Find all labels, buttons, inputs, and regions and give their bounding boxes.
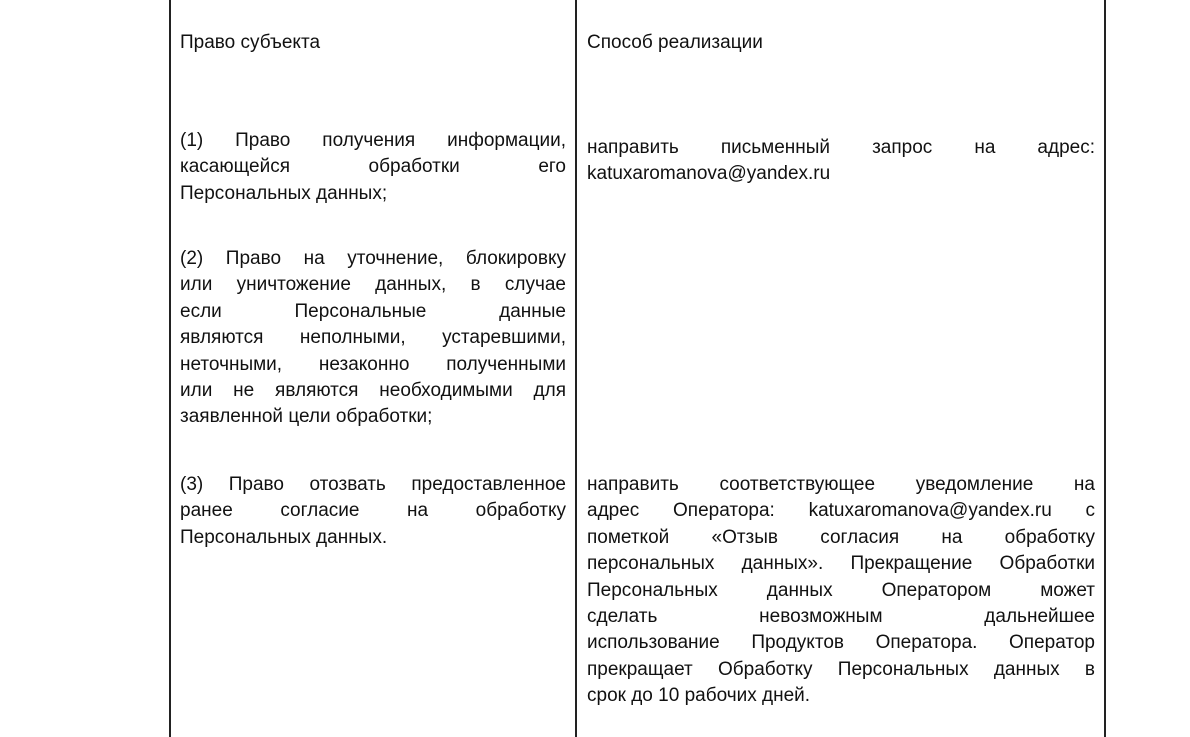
text-line: или не являются необходимыми для [180, 379, 566, 401]
text-line: (1) Право получения информации, [180, 130, 566, 151]
text-line: (3) Право отозвать предоставленное [180, 474, 566, 495]
text-line: прекращает Обработку Персональных данных в [587, 658, 1095, 680]
text-line: Персональных данных Оператором может [587, 579, 1095, 601]
text-line: использование Продуктов Оператора. Оператор [587, 632, 1095, 654]
row-1-method [587, 135, 1095, 188]
text-line: (2) Право на уточнение, блокировку [180, 248, 566, 269]
text-line: срок до 10 рабочих дней. [587, 685, 811, 707]
text-line: являются неполными, устаревшими, [180, 327, 566, 349]
text-line: направить соответствующее уведомление на [587, 474, 1095, 495]
text-line: касающейся обработки его [180, 156, 566, 178]
text-line: katuxaromanova@yandex.ru [587, 163, 831, 185]
text-line: пометкой «Отзыв согласия на обработку [587, 526, 1095, 548]
text-line: направить письменный запрос на адрес: [587, 137, 1095, 158]
text-line: Персональных данных; [180, 182, 388, 204]
header-subject-right [180, 30, 566, 56]
text-line: адрес Оператора: katuxaromanova@yandex.ru с [587, 500, 1095, 522]
table-border-right [1104, 0, 1106, 737]
text-line: персональных данных». Прекращение Обработки [587, 553, 1095, 575]
row-3-right [180, 472, 566, 551]
table-border-left [169, 0, 171, 737]
table-border-middle [575, 0, 577, 737]
text-line: или уничтожение данных, в случае [180, 274, 566, 296]
row-3-method [587, 472, 1095, 710]
text-line: сделать невозможным дальнейшее [587, 605, 1095, 627]
text-line: неточными, незаконно полученными [180, 353, 566, 375]
text-line: ранее согласие на обработку [180, 500, 566, 522]
row-2-right [180, 246, 566, 431]
header-label: Способ реализации [587, 32, 763, 53]
header-label: Право субъекта [180, 32, 321, 53]
header-method [587, 30, 1095, 56]
text-line: Персональных данных. [180, 526, 388, 548]
text-line: заявленной цели обработки; [180, 406, 433, 428]
text-line: если Персональные данные [180, 300, 566, 322]
row-1-right [180, 128, 566, 207]
